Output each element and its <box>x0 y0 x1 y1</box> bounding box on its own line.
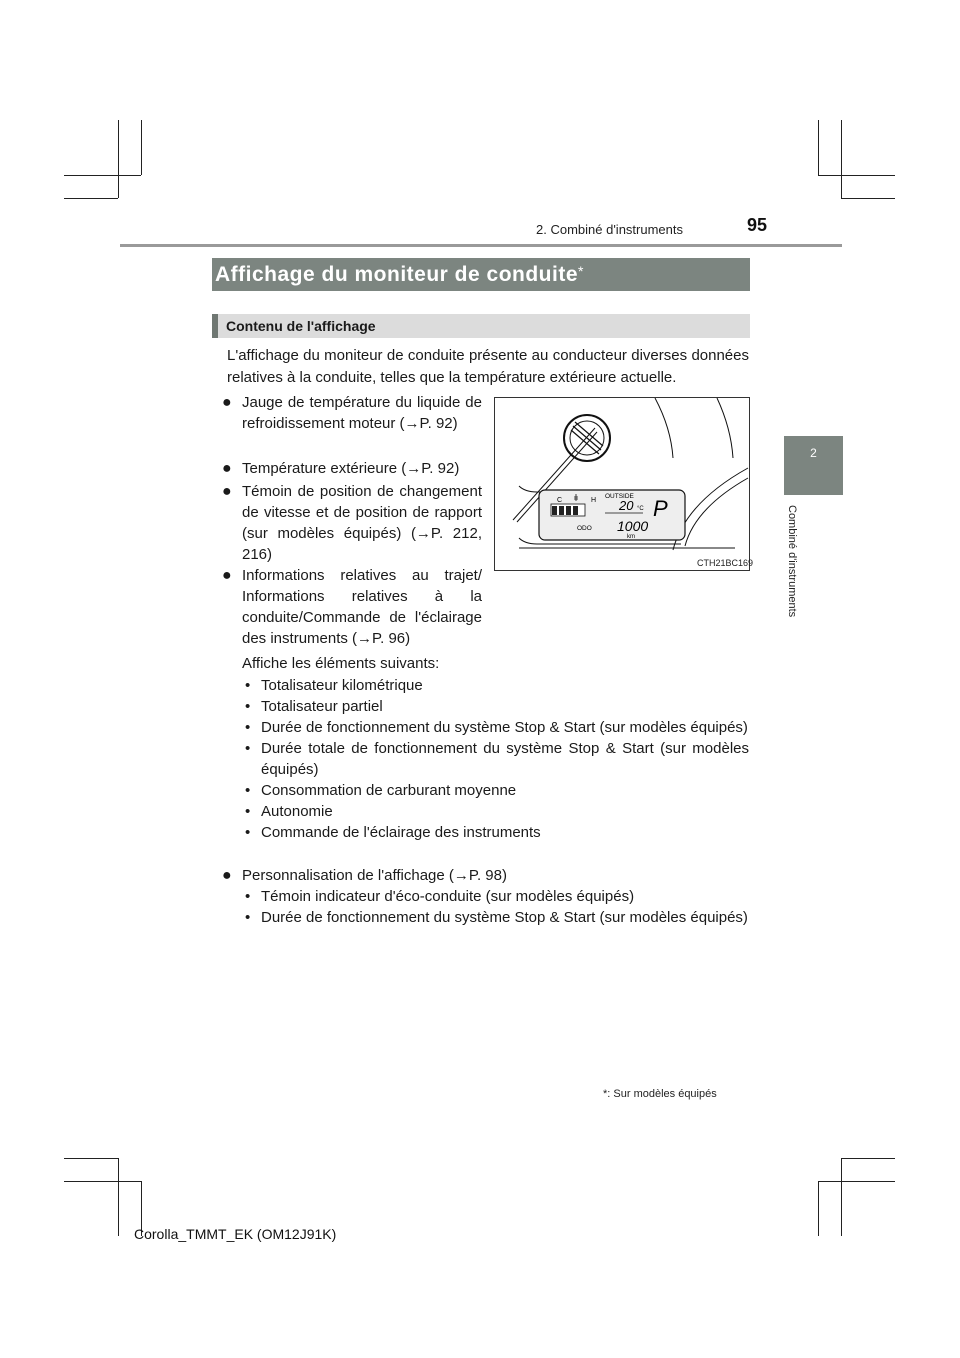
page-number: 95 <box>747 215 768 235</box>
crop-mark <box>818 1181 895 1182</box>
crop-mark <box>818 175 895 176</box>
instrument-cluster-illustration <box>495 398 749 570</box>
list-item <box>243 822 749 843</box>
coolant-gauge-segment <box>559 506 564 515</box>
outside-label: OUTSIDE <box>605 493 634 500</box>
figure-caption: CTH21BC169 <box>697 558 754 568</box>
bullet-text: Température extérieure (→P. 92) <box>242 460 460 477</box>
list-item-text: Totalisateur partiel <box>261 698 383 715</box>
coolant-gauge-segment <box>573 506 578 515</box>
list-item-text: Durée de fonctionnement du système Stop & Start (sur modèles équipés) <box>261 719 748 736</box>
crop-mark <box>64 175 141 176</box>
list-item <box>243 696 749 717</box>
list-item-text: Autonomie <box>261 803 333 820</box>
list-item <box>243 717 749 738</box>
instrument-cluster-figure <box>494 397 750 571</box>
list-item-text: Témoin indicateur d'éco-conduite (sur modèles équipés) <box>261 888 635 905</box>
crop-mark <box>841 1158 895 1159</box>
coolant-gauge-segment <box>552 506 557 515</box>
crop-mark <box>818 120 819 175</box>
bullet-dot: ● <box>222 460 232 477</box>
list-item-text: Consommation de carburant moyenne <box>261 782 517 799</box>
chapter-side-tab <box>784 436 843 495</box>
list-dot: • <box>245 740 251 757</box>
list-item-text: Totalisateur kilométrique <box>261 677 423 694</box>
crop-mark <box>818 1181 819 1236</box>
crop-mark <box>841 120 842 198</box>
gear-position-indicator: P <box>653 496 668 521</box>
bullet-item <box>222 565 482 649</box>
list-item <box>243 907 749 928</box>
list-dot: • <box>245 824 251 841</box>
gauge-h-label: H <box>591 497 597 504</box>
outside-temp-unit: °C <box>637 506 644 512</box>
bullet-dot: ● <box>222 394 232 411</box>
crop-mark <box>841 198 895 199</box>
bullet-item <box>222 458 482 479</box>
section-title <box>215 263 584 287</box>
list-item <box>243 738 749 780</box>
odo-label: ODO <box>577 525 592 532</box>
section-title-text: Affichage du moniteur de conduite <box>215 263 579 286</box>
list-item <box>243 675 749 696</box>
intro-paragraph: L'affichage du moniteur de conduite présente au conducteur diverses données relatives à la conduite, telles que la température extérieure actuelle. <box>227 347 749 386</box>
header-rule <box>120 244 842 247</box>
subsection-accent <box>212 314 218 338</box>
list-dot: • <box>245 698 251 715</box>
bullet-dot: ● <box>222 567 232 584</box>
bullet-item <box>222 865 742 886</box>
affiche-label: Affiche les éléments suivants: <box>242 655 440 672</box>
crop-mark <box>64 1158 118 1159</box>
odometer-value: 1000 <box>617 518 649 534</box>
footer-document-id: Corolla_TMMT_EK (OM12J91K) <box>134 1226 337 1242</box>
bullet-text: Jauge de température du liquide de refroidissement moteur (→P. 92) <box>242 394 482 432</box>
subsection-title: Contenu de l'affichage <box>226 318 376 334</box>
crop-mark <box>841 1158 842 1236</box>
crop-mark <box>64 198 118 199</box>
footnote: *: Sur modèles équipés <box>603 1088 717 1100</box>
list-dot: • <box>245 803 251 820</box>
outside-temp-value: 20 <box>619 498 634 513</box>
crop-mark <box>64 1181 141 1182</box>
bullet-text: Informations relatives au trajet/ Informations relatives à la conduite/Commande de l'éclairage des instruments (→P. 96) <box>242 567 482 647</box>
dial-arc <box>655 398 673 458</box>
list-dot: • <box>245 677 251 694</box>
bullet-text: Témoin de position de changement de vitesse et de position de rapport (sur modèles équipés) (→P. 212, 216) <box>242 483 482 563</box>
crop-mark <box>118 120 119 198</box>
list-item-text: Durée de fonctionnement du système Stop & Start (sur modèles équipés) <box>261 909 748 926</box>
bullet-item <box>222 481 482 565</box>
gauge-c-label: C <box>557 497 563 504</box>
chapter-side-label: Combiné d'instruments <box>786 505 798 618</box>
list-item <box>243 780 749 801</box>
dial-arc <box>717 398 733 458</box>
list-item <box>243 801 749 822</box>
list-dot: • <box>245 909 251 926</box>
bullet-text: Personnalisation de l'affichage (→P. 98) <box>242 867 507 884</box>
list-dot: • <box>245 719 251 736</box>
list-item-text: Commande de l'éclairage des instruments <box>261 824 541 841</box>
crop-mark <box>141 120 142 175</box>
chapter-side-tab-number: 2 <box>810 446 817 460</box>
bullet-item <box>222 392 482 434</box>
affiche-list <box>243 675 749 843</box>
bullet-dot: ● <box>222 483 232 500</box>
section-title-mark: * <box>578 263 584 279</box>
bullet-dot: ● <box>222 867 232 884</box>
coolant-gauge-segment <box>566 506 571 515</box>
list-dot: • <box>245 782 251 799</box>
crop-mark <box>118 1158 119 1236</box>
list-item <box>243 886 749 907</box>
list-dot: • <box>245 888 251 905</box>
odometer-unit: km <box>627 534 635 540</box>
customization-list <box>243 886 749 928</box>
list-item-text: Durée totale de fonctionnement du système Stop & Start (sur modèles équipés) <box>261 740 749 778</box>
chapter-heading: 2. Combiné d'instruments <box>536 222 683 237</box>
